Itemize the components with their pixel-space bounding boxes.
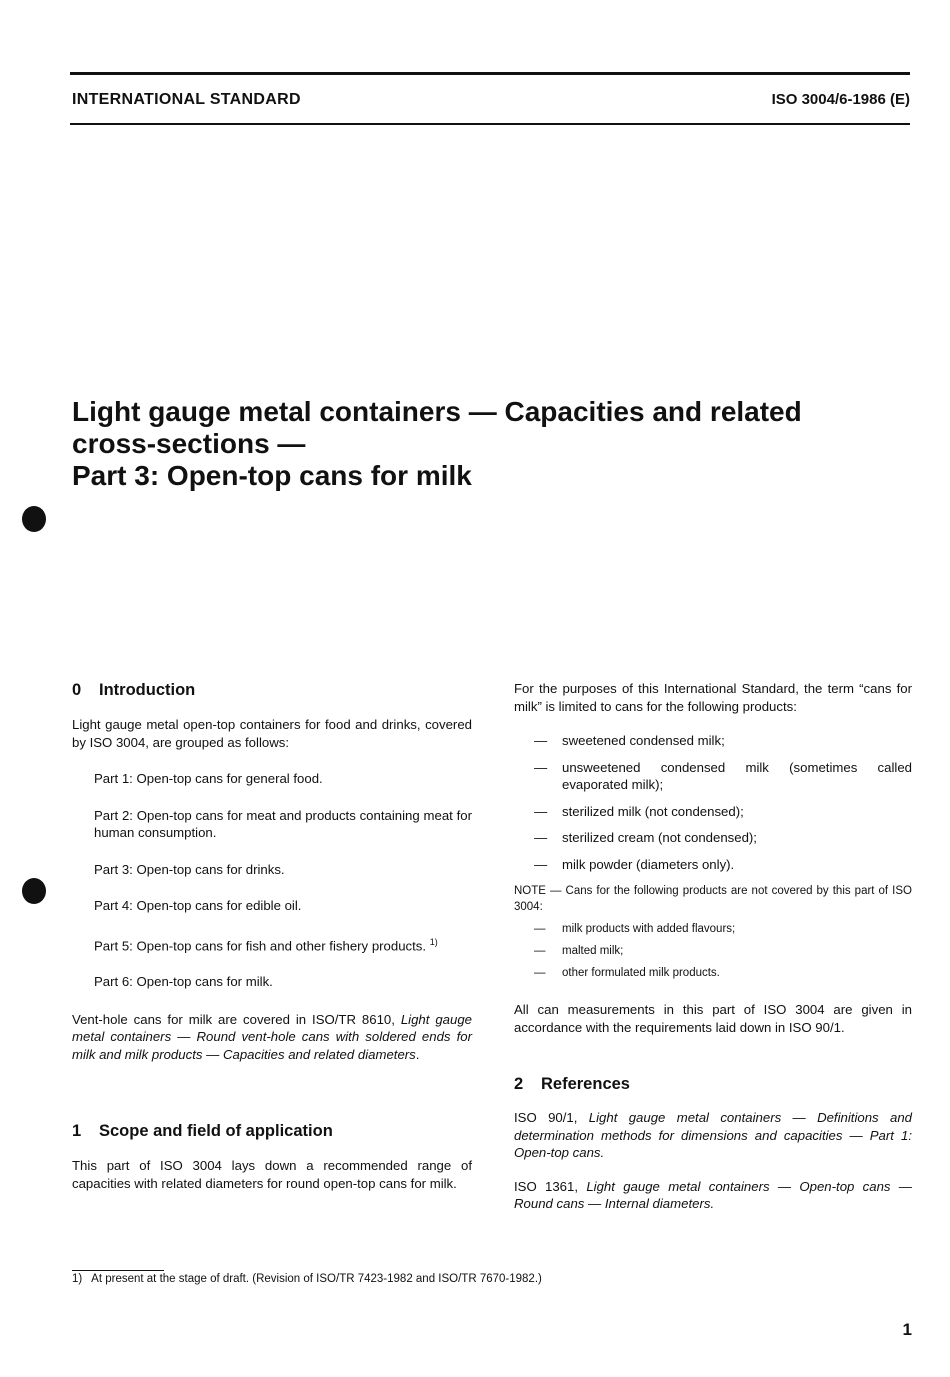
section-title: Introduction — [99, 681, 196, 699]
section-heading-introduction — [72, 680, 472, 700]
footnote-reference: 1) — [429, 936, 438, 947]
product-item — [514, 856, 912, 874]
page-number: 1 — [902, 1320, 912, 1339]
note-paragraph: NOTE — Cans for the following products are not covered by this part of ISO 3004: — [514, 885, 912, 913]
section-number: 1 — [72, 1122, 82, 1141]
intro-paragraph: Light gauge metal open-top containers for food and drinks, covered by ISO 3004, are grouped as follows: — [72, 717, 472, 750]
title-line-3: Part 3: Open-top cans for milk — [72, 460, 472, 491]
dash-marker: — — [534, 830, 548, 845]
footnote-rule — [72, 1270, 164, 1271]
scope-paragraph: This part of ISO 3004 lays down a recommended range of capacities with related diameters for round open-top cans for milk. — [72, 1158, 472, 1191]
part-item: Part 6: Open-top cans for milk. — [94, 974, 273, 990]
reference-title: Light gauge metal containers — Open-top cans — Round cans — Internal diameters. — [514, 1178, 912, 1211]
dash-marker: — — [534, 759, 548, 775]
note-item-text: milk products with added flavours; — [562, 923, 736, 935]
dash-marker: — — [534, 967, 546, 979]
document-title — [72, 396, 892, 492]
part-item: Part 4: Open-top cans for edible oil. — [94, 898, 302, 913]
vent-hole-citation: Light gauge metal containers — Round vent-hole cans with soldered ends for milk and milk products — Capacities and related diameters — [72, 1011, 472, 1062]
title-line-1: Light gauge metal containers — Capacities and related — [72, 396, 802, 427]
product-text: milk powder (diameters only). — [562, 856, 735, 872]
section-number: 0 — [72, 681, 82, 699]
measurements-paragraph: All can measurements in this part of ISO 3004 are given in accordance with the requirements laid down in ISO 90/1. — [514, 1002, 912, 1035]
product-item — [514, 829, 912, 847]
reference-item — [514, 1109, 912, 1162]
left-column — [72, 680, 472, 1192]
document-type-label: INTERNATIONAL STANDARD — [72, 91, 301, 108]
vent-hole-text: Vent-hole cans for milk are covered in ISO/TR 8610, — [72, 1011, 401, 1027]
right-column — [514, 680, 912, 1213]
part-item: Part 1: Open-top cans for general food. — [94, 771, 323, 786]
product-text: sterilized cream (not condensed); — [562, 830, 757, 845]
section-title: References — [541, 1075, 630, 1093]
vent-hole-paragraph — [72, 1011, 472, 1064]
reference-title: Light gauge metal containers — Definitions and determination methods for dimensions and capacities — Part 1: Open-top cans. — [514, 1110, 912, 1160]
header-rule-top — [70, 72, 910, 75]
punch-hole-mark — [22, 878, 46, 904]
note-item — [514, 943, 912, 959]
note-item — [514, 921, 912, 937]
section-heading-scope — [72, 1121, 472, 1141]
dash-marker: — — [534, 945, 546, 957]
section-number: 2 — [514, 1075, 524, 1093]
title-line-2: cross-sections — — [72, 428, 306, 459]
header-rule-bottom — [70, 123, 910, 125]
dash-marker: — — [534, 803, 548, 819]
definition-paragraph: For the purposes of this International Standard, the term “cans for milk” is limited to cans for the following products: — [514, 681, 912, 714]
footnote: 1) At present at the stage of draft. (Revision of ISO/TR 7423-1982 and ISO/TR 7670-1982.) — [72, 1273, 542, 1285]
note-item-text: malted milk; — [562, 945, 624, 957]
part-item: Part 2: Open-top cans for meat and products containing meat for human consumption. — [94, 807, 472, 840]
product-item — [514, 732, 912, 750]
punch-hole-mark — [22, 506, 46, 532]
part-item-text: Part 5: Open-top cans for fish and other fishery products. — [94, 937, 427, 953]
note-item-text: other formulated milk products. — [562, 967, 720, 979]
vent-hole-suffix: . — [415, 1046, 420, 1062]
product-item — [514, 759, 912, 794]
part-item: Part 3: Open-top cans for drinks. — [94, 861, 285, 877]
reference-number: ISO 1361, — [514, 1178, 587, 1194]
product-text: sweetened condensed milk; — [562, 733, 725, 748]
note-item — [514, 965, 912, 981]
section-heading-references — [514, 1074, 912, 1094]
section-title: Scope and field of application — [99, 1122, 333, 1141]
product-text: unsweetened condensed milk (sometimes called evaporated milk); — [562, 759, 912, 792]
dash-marker: — — [534, 923, 546, 935]
dash-marker: — — [534, 856, 548, 872]
product-item — [514, 803, 912, 821]
standard-number: ISO 3004/6-1986 (E) — [771, 91, 910, 108]
reference-number: ISO 90/1, — [514, 1110, 589, 1125]
dash-marker: — — [534, 733, 548, 748]
part-item-with-footnote — [72, 934, 472, 955]
product-text: sterilized milk (not condensed); — [562, 803, 744, 819]
reference-item — [514, 1178, 912, 1213]
